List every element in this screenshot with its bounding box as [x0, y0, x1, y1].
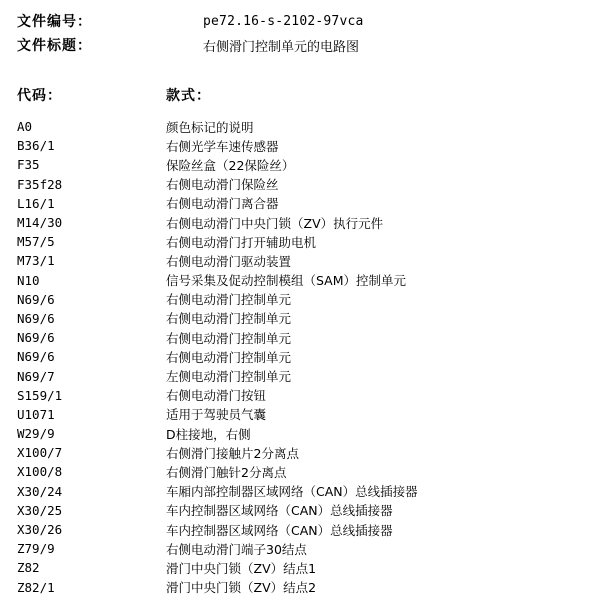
- component-description: 滑门中央门锁（ZV）结点1: [166, 560, 317, 576]
- component-code: Z82/1: [17, 579, 55, 595]
- component-description: 车厢内部控制器区域网络（CAN）总线插接器: [166, 484, 418, 500]
- list-item: [17, 539, 587, 558]
- table-header: [17, 85, 211, 105]
- list-item: [17, 578, 587, 597]
- component-description: 车内控制器区域网络（CAN）总线插接器: [166, 503, 393, 519]
- component-description: 滑门中央门锁（ZV）结点2: [166, 580, 317, 596]
- component-code: B36/1: [17, 138, 55, 154]
- component-list: [17, 117, 587, 597]
- list-item: [17, 290, 587, 309]
- component-description: 保险丝盒（22保险丝）: [166, 157, 295, 173]
- file-title-label: 文件标题：: [17, 38, 92, 54]
- list-item: [17, 520, 587, 539]
- component-code: U1071: [17, 406, 55, 422]
- list-item: [17, 558, 587, 577]
- list-item: [17, 443, 587, 462]
- list-item: [17, 117, 587, 136]
- component-code: Z82: [17, 560, 40, 576]
- list-item: [17, 386, 587, 405]
- list-item: [17, 482, 587, 501]
- list-item: [17, 405, 587, 424]
- component-code: X30/25: [17, 502, 63, 518]
- component-code: A0: [17, 119, 33, 135]
- list-item: [17, 251, 587, 270]
- file-number-label: 文件编号：: [17, 14, 92, 30]
- component-description: 右侧电动滑门保险丝: [166, 177, 279, 193]
- file-title-value: 右侧滑门控制单元的电路图: [203, 39, 360, 55]
- component-description: 颜色标记的说明: [166, 119, 254, 135]
- list-item: [17, 232, 587, 251]
- component-code: F35f28: [17, 176, 63, 192]
- component-description: 右侧电动滑门按钮: [166, 388, 267, 404]
- component-code: M57/5: [17, 234, 55, 250]
- component-code: Z79/9: [17, 541, 55, 557]
- component-description: 车内控制器区域网络（CAN）总线插接器: [166, 522, 393, 538]
- list-item: [17, 501, 587, 520]
- component-code: X30/24: [17, 483, 63, 499]
- component-description: 右侧电动滑门控制单元: [166, 330, 292, 346]
- component-code: F35: [17, 157, 40, 173]
- component-description: 右侧电动滑门离合器: [166, 196, 279, 212]
- list-item: [17, 347, 587, 366]
- component-description: 右侧电动滑门驱动装置: [166, 253, 292, 269]
- component-code: S159/1: [17, 387, 63, 403]
- component-code: M73/1: [17, 253, 55, 269]
- list-item: [17, 155, 587, 174]
- component-description: 右侧滑门接触片2分离点: [166, 445, 299, 461]
- list-item: [17, 213, 587, 232]
- component-description: 右侧滑门触针2分离点: [166, 464, 287, 480]
- component-description: 右侧电动滑门控制单元: [166, 311, 292, 327]
- list-item: [17, 136, 587, 155]
- component-code: L16/1: [17, 195, 55, 211]
- file-number-value: pe72.16-s-2102-97vca: [203, 13, 364, 29]
- component-description: 适用于驾驶员气囊: [166, 407, 267, 423]
- code-column-header: 代码：: [17, 88, 62, 104]
- component-description: 信号采集及促动控制模组（SAM）控制单元: [166, 273, 407, 289]
- component-description: 左侧电动滑门控制单元: [166, 369, 292, 385]
- description-column-header: 款式：: [166, 88, 211, 104]
- component-code: W29/9: [17, 426, 55, 442]
- list-item: [17, 194, 587, 213]
- component-description: 右侧电动滑门打开辅助电机: [166, 234, 317, 250]
- component-description: 右侧电动滑门控制单元: [166, 292, 292, 308]
- list-item: [17, 175, 587, 194]
- component-code: N10: [17, 272, 40, 288]
- component-code: N69/6: [17, 310, 55, 326]
- component-description: 右侧电动滑门中央门锁（ZV）执行元件: [166, 215, 384, 231]
- component-description: 右侧电动滑门端子30结点: [166, 541, 307, 557]
- component-code: N69/7: [17, 368, 55, 384]
- component-description: 右侧光学车速传感器: [166, 138, 279, 154]
- list-item: [17, 462, 587, 481]
- component-code: X100/8: [17, 464, 63, 480]
- component-code: N69/6: [17, 349, 55, 365]
- component-code: X100/7: [17, 445, 63, 461]
- component-code: N69/6: [17, 330, 55, 346]
- component-code: N69/6: [17, 291, 55, 307]
- list-item: [17, 366, 587, 385]
- list-item: [17, 328, 587, 347]
- file-title-row: [17, 35, 359, 55]
- component-code: M14/30: [17, 215, 63, 231]
- component-description: 右侧电动滑门控制单元: [166, 349, 292, 365]
- list-item: [17, 309, 587, 328]
- component-code: X30/26: [17, 522, 63, 538]
- list-item: [17, 424, 587, 443]
- list-item: [17, 271, 587, 290]
- component-description: D柱接地，右侧: [166, 426, 251, 442]
- file-number-row: [17, 11, 364, 31]
